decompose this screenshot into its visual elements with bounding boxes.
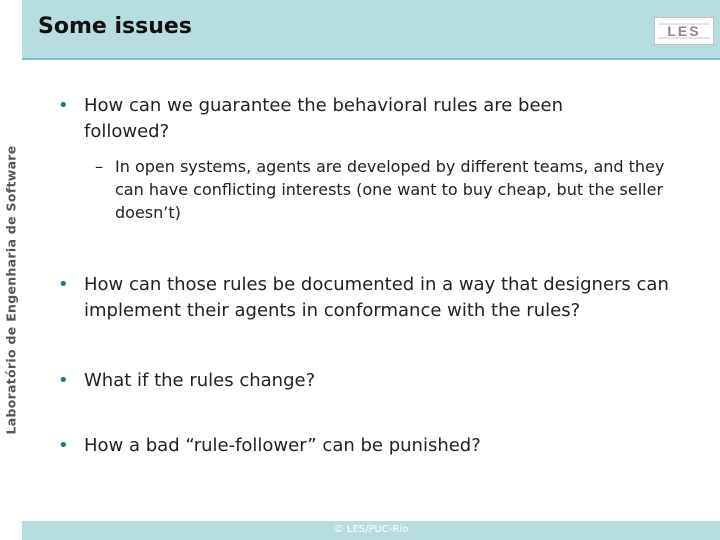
bullet-text: How a bad “rule-follower” can be punished? [84,435,481,456]
slide-header [0,0,720,63]
footer-copyright: © LES/PUC-Rio [333,524,409,535]
slide-title: Some issues [38,14,192,39]
sub-bullet-text: In open systems, agents are developed by different teams, and they can have conflicting interests (one want to buy cheap, but the seller doesn’t) [115,157,665,222]
slide-footer [22,521,720,540]
logo-text: LES [667,23,701,39]
bullet-dot: • [58,370,69,391]
sub-bullet-dash: – [95,157,103,176]
bullet-item [58,93,618,145]
sidebar-lab-name: Laboratório de Engenharia de Software [3,145,19,435]
bullet-dot: • [58,435,69,456]
bullet-item [58,272,698,324]
bullet-dot: • [58,95,69,116]
bullet-text: How can we guarantee the behavioral rules are been followed? [84,95,564,142]
sub-bullet-item [95,155,695,224]
bullet-dot: • [58,274,69,295]
bullet-text: How can those rules be documented in a way that designers can implement their agents in conformance with the rules? [84,274,669,321]
les-logo [654,17,714,45]
bullet-item [58,433,698,459]
bullet-item [58,368,698,394]
bullet-text: What if the rules change? [84,370,316,391]
title-bar-divider [22,58,720,60]
